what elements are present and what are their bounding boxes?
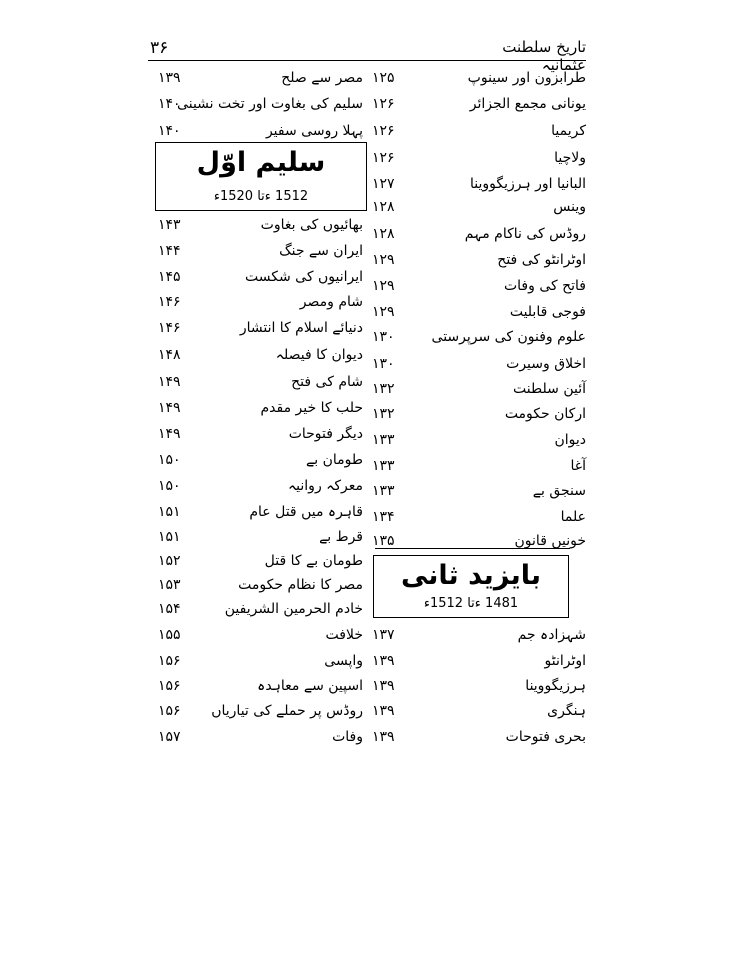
toc-entry-title: طومان بے کا قتل — [264, 553, 363, 569]
toc-entry — [372, 675, 586, 697]
toc-entry — [158, 240, 363, 262]
toc-entry — [372, 301, 586, 323]
toc-entry-page: ۱۴۰ — [158, 96, 181, 112]
toc-entry — [158, 423, 363, 445]
toc-entry-page: ۱۳۹ — [372, 653, 395, 669]
toc-entry — [158, 291, 363, 313]
toc-entry-title: دنیائے اسلام کا انتشار — [239, 320, 363, 336]
toc-entry — [158, 675, 363, 697]
toc-entry-page: ۱۳۵ — [372, 533, 395, 549]
toc-entry-page: ۱۴۰ — [158, 123, 181, 139]
toc-entry-title: حلب کا خیر مقدم — [260, 400, 363, 416]
toc-entry-page: ۱۲۵ — [372, 70, 395, 86]
toc-entry-title: علوم وفنون کی سرپرستی — [431, 329, 586, 345]
toc-entry — [372, 506, 586, 528]
toc-entry-title: شام ومصر — [299, 294, 363, 310]
toc-entry — [372, 726, 586, 748]
toc-entry-page: ۱۴۵ — [158, 269, 181, 285]
section-separator — [375, 548, 570, 549]
toc-entry-title: بھائیوں کی بغاوت — [260, 217, 363, 233]
toc-entry-title: خادم الحرمین الشریفین — [224, 601, 363, 617]
section-box-selim — [155, 142, 367, 211]
toc-entry-page: ۱۳۹ — [158, 70, 181, 86]
toc-entry-title: یونانی مجمع الجزائر — [469, 96, 586, 112]
toc-entry-title: ایرانیوں کی شکست — [245, 269, 363, 285]
toc-entry-title: دیوان کا فیصلہ — [275, 347, 363, 363]
header-rule — [148, 60, 586, 61]
toc-entry-title: معرکہ روانیہ — [287, 478, 363, 494]
toc-entry-page: ۱۲۹ — [372, 278, 395, 294]
toc-entry-page: ۱۵۴ — [158, 601, 181, 617]
toc-entry — [158, 214, 363, 236]
toc-entry — [372, 353, 586, 375]
toc-entry — [372, 223, 586, 245]
toc-entry — [372, 624, 586, 646]
toc-entry-title: روڈس پر حملے کی تیاریاں — [211, 703, 363, 719]
toc-entry — [158, 501, 363, 523]
toc-entry — [372, 249, 586, 271]
toc-entry — [158, 598, 363, 620]
toc-entry-title: مصر کا نظام حکومت — [238, 577, 363, 593]
toc-entry-page: ۱۳۲ — [372, 406, 395, 422]
toc-entry — [372, 93, 586, 115]
toc-entry — [372, 429, 586, 451]
toc-entry-page: ۱۲۶ — [372, 123, 395, 139]
toc-entry-page: ۱۵۷ — [158, 729, 181, 745]
toc-entry-title: اخلاق وسیرت — [506, 356, 586, 372]
toc-entry — [372, 650, 586, 672]
section-years-selim: 1512 ءتا 1520ء — [213, 189, 309, 204]
toc-entry-page: ۱۴۸ — [158, 347, 181, 363]
toc-entry-page: ۱۵۶ — [158, 653, 181, 669]
toc-entry-page: ۱۴۹ — [158, 426, 181, 442]
toc-entry-title: آئین سلطنت — [513, 381, 586, 397]
toc-entry — [372, 403, 586, 425]
toc-entry-title: خونیں قانون — [514, 533, 586, 549]
toc-entry-page: ۱۵۶ — [158, 703, 181, 719]
toc-entry-title: البانیا اور ہرزیگووینا — [469, 176, 586, 192]
toc-entry-title: اوٹرانٹو — [544, 653, 586, 669]
toc-entry — [158, 371, 363, 393]
toc-entry-title: کریمیا — [551, 123, 586, 139]
toc-entry — [158, 449, 363, 471]
toc-entry-title: وینس — [553, 199, 586, 215]
toc-entry — [158, 700, 363, 722]
toc-entry-page: ۱۲۹ — [372, 304, 395, 320]
toc-entry-page: ۱۳۹ — [372, 678, 395, 694]
toc-entry — [158, 526, 363, 548]
toc-entry-title: اوٹرانٹو کی فتح — [497, 252, 586, 268]
toc-entry-page: ۱۳۳ — [372, 458, 395, 474]
toc-entry — [372, 147, 586, 169]
toc-entry-page: ۱۴۹ — [158, 400, 181, 416]
toc-entry-page: ۱۲۷ — [372, 176, 395, 192]
toc-entry-page: ۱۵۱ — [158, 504, 181, 520]
toc-entry-page: ۱۲۸ — [372, 199, 395, 215]
toc-entry-title: ولاچیا — [554, 150, 586, 166]
toc-entry-page: ۱۵۶ — [158, 678, 181, 694]
toc-entry — [158, 475, 363, 497]
toc-entry — [372, 700, 586, 722]
toc-entry-page: ۱۵۵ — [158, 627, 181, 643]
section-title-selim: سلیم اوّل — [196, 147, 326, 178]
toc-entry-title: قاہرہ میں قتل عام — [249, 504, 363, 520]
toc-entry — [158, 574, 363, 596]
toc-entry-page: ۱۳۰ — [372, 356, 395, 372]
toc-entry — [372, 67, 586, 89]
toc-entry — [158, 397, 363, 419]
toc-entry — [372, 378, 586, 400]
toc-entry-page: ۱۵۳ — [158, 577, 181, 593]
toc-entry-title: وفات — [332, 729, 363, 745]
toc-entry — [158, 344, 363, 366]
toc-entry-title: دیگر فتوحات — [288, 426, 363, 442]
toc-entry-page: ۱۵۰ — [158, 452, 181, 468]
toc-entry-page: ۱۳۹ — [372, 703, 395, 719]
toc-entry-title: دیوان — [554, 432, 586, 448]
toc-entry-page: ۱۴۶ — [158, 320, 181, 336]
toc-entry-title: ارکان حکومت — [504, 406, 586, 422]
toc-entry-title: بحری فتوحات — [505, 729, 586, 745]
toc-entry-page: ۱۴۳ — [158, 217, 181, 233]
toc-entry — [158, 624, 363, 646]
section-box-bayezid — [373, 555, 569, 618]
toc-entry-page: ۱۴۹ — [158, 374, 181, 390]
toc-entry-page: ۱۳۲ — [372, 381, 395, 397]
toc-entry-title: سنجق بے — [532, 483, 586, 499]
toc-entry-title: طومان بے — [306, 452, 363, 468]
toc-entry-page: ۱۲۸ — [372, 226, 395, 242]
toc-entry-title: فوجی قابلیت — [509, 304, 586, 320]
toc-entry — [158, 550, 363, 572]
toc-entry — [372, 120, 586, 142]
book-title: تاریخ سلطنت عثمانیہ — [502, 38, 586, 74]
toc-entry-page: ۱۲۹ — [372, 252, 395, 268]
toc-entry-title: شام کی فتح — [291, 374, 363, 390]
toc-entry-title: پہلا روسی سفیر — [265, 123, 363, 139]
toc-entry-title: مصر سے صلح — [281, 70, 363, 86]
toc-entry — [158, 93, 363, 115]
toc-entry-title: اسپین سے معاہدہ — [257, 678, 363, 694]
toc-entry-title: طرابزون اور سینوپ — [467, 70, 586, 86]
toc-entry-page: ۱۳۴ — [372, 509, 395, 525]
toc-entry — [158, 650, 363, 672]
toc-entry-title: ایران سے جنگ — [279, 243, 363, 259]
toc-entry-page: ۱۳۳ — [372, 432, 395, 448]
toc-entry — [158, 120, 363, 142]
toc-entry-title: خلافت — [325, 627, 363, 643]
toc-entry-page: ۱۵۱ — [158, 529, 181, 545]
toc-entry — [158, 726, 363, 748]
toc-entry-page: ۱۴۶ — [158, 294, 181, 310]
toc-entry — [372, 455, 586, 477]
toc-entry — [158, 67, 363, 89]
toc-entry-title: سلیم کی بغاوت اور تخت نشینی — [177, 96, 363, 112]
toc-entry-page: ۱۳۳ — [372, 483, 395, 499]
toc-entry — [158, 266, 363, 288]
toc-entry-title: ہرزیگووینا — [525, 678, 586, 694]
toc-entry-title: فاتح کی وفات — [503, 278, 586, 294]
toc-entry-title: آغا — [570, 458, 586, 474]
toc-entry — [372, 173, 586, 195]
toc-entry-page: ۱۲۶ — [372, 96, 395, 112]
toc-entry — [372, 275, 586, 297]
section-title-bayezid: بایزید ثانی — [400, 560, 542, 591]
toc-entry-page: ۱۲۶ — [372, 150, 395, 166]
section-years-bayezid: 1481 ءتا 1512ء — [423, 596, 519, 611]
toc-entry-page: ۱۳۷ — [372, 627, 395, 643]
toc-entry — [372, 480, 586, 502]
toc-entry-title: قرط بے — [319, 529, 363, 545]
toc-entry-page: ۱۳۹ — [372, 729, 395, 745]
toc-entry-title: ہنگری — [547, 703, 586, 719]
toc-entry — [372, 196, 586, 218]
toc-entry — [372, 326, 586, 348]
toc-entry-page: ۱۴۴ — [158, 243, 181, 259]
toc-entry-title: واپسی — [324, 653, 363, 669]
toc-entry-title: شہزادہ جم — [517, 627, 586, 643]
toc-entry-page: ۱۳۰ — [372, 329, 395, 345]
toc-entry-page: ۱۵۲ — [158, 553, 181, 569]
page-number: ۳۶ — [150, 38, 169, 58]
toc-entry — [158, 317, 363, 339]
toc-entry-title: روڈس کی ناکام مہم — [464, 226, 586, 242]
toc-entry-title: علما — [560, 509, 586, 525]
toc-entry-page: ۱۵۰ — [158, 478, 181, 494]
